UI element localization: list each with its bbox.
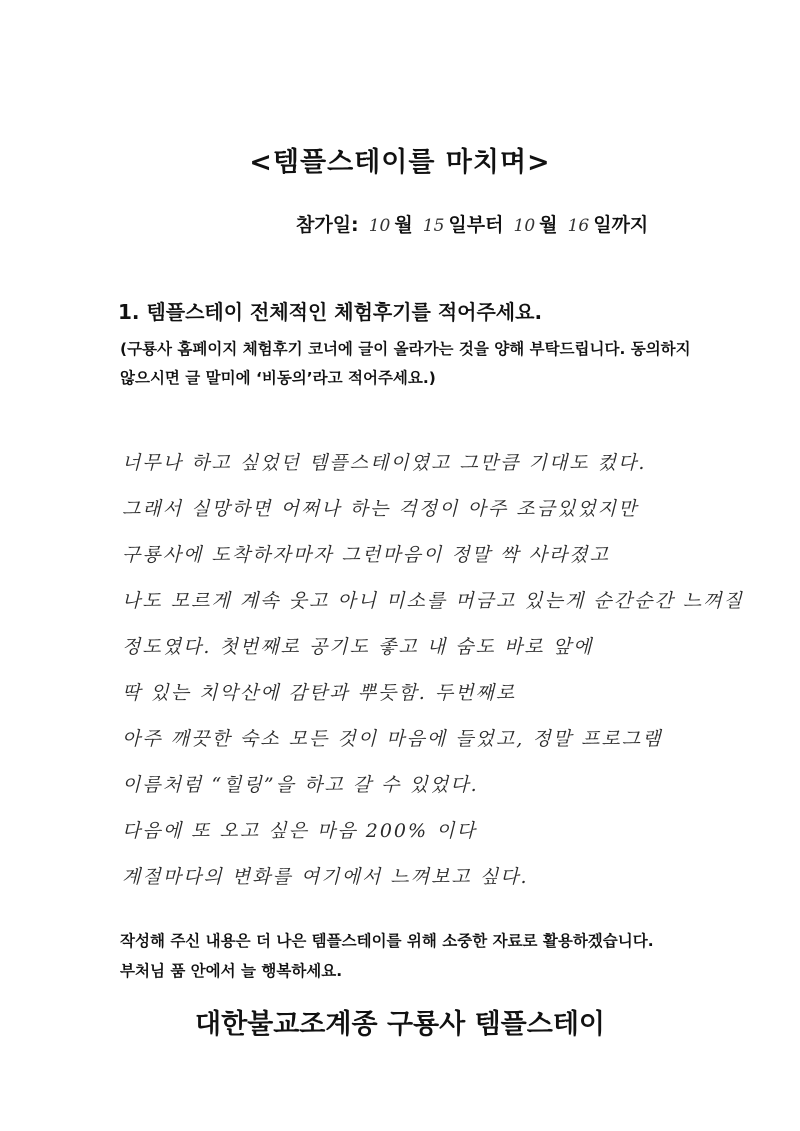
thanks-line-2: 부처님 품 안에서 늘 행복하세요. [120,962,343,980]
handwritten-line: 계절마다의 변화를 여기에서 느껴보고 싶다. [122,866,529,888]
start-month: 10 [368,216,391,236]
handwritten-line: 너무나 하고 싶었던 템플스테이였고 그만큼 기대도 컸다. [122,452,647,474]
day-until-unit: 일까지 [593,214,649,236]
question-1-note: (구룡사 홈페이지 체험후기 코너에 글이 올라가는 것을 양해 부탁드립니다. 동의하지 않으시면 글 말미에 ‘비동의’라고 적어주세요.) [120,340,691,387]
question-1: 1. 템플스테이 전체적인 체험후기를 적어주세요. [118,300,543,324]
handwritten-answer [122,440,744,900]
handwritten-line: 나도 모르게 계속 웃고 아니 미소를 머금고 있는게 순간순간 느껴질 [122,590,744,612]
handwritten-line: 다음에 또 오고 싶은 마음 200% 이다 [122,820,477,842]
participation-label: 참가일: [296,214,359,236]
handwritten-line: 구룡사에 도착하자마자 그런마음이 정말 싹 사라졌고 [122,544,610,566]
end-month: 10 [513,216,536,236]
handwritten-line: 이름처럼 “힐링”을 하고 갈 수 있었다. [122,774,479,796]
handwritten-line: 그래서 실망하면 어쩌나 하는 걱정이 아주 조금있었지만 [122,498,639,520]
month-unit: 월 [394,214,413,236]
month-unit: 월 [539,214,558,236]
handwritten-line: 정도였다. 첫번째로 공기도 좋고 내 숨도 바로 앞에 [122,636,594,658]
organization-name: 대한불교조계종 구룡사 템플스테이 [194,1009,606,1040]
form-title: <템플스테이를 마치며> [249,147,551,178]
end-day: 16 [567,216,590,236]
thanks-note [120,926,654,986]
start-day: 15 [422,216,445,236]
handwritten-line: 딱 있는 치악산에 감탄과 뿌듯함. 두번째로 [122,682,517,704]
thanks-line-1: 작성해 주신 내용은 더 나은 템플스테이를 위해 소중한 자료로 활용하겠습니다. [120,932,654,950]
day-from-unit: 일부터 [448,214,504,236]
handwritten-line: 아주 깨끗한 숙소 모든 것이 마음에 들었고, 정말 프로그램 [122,728,663,750]
participation-dates [296,210,648,237]
